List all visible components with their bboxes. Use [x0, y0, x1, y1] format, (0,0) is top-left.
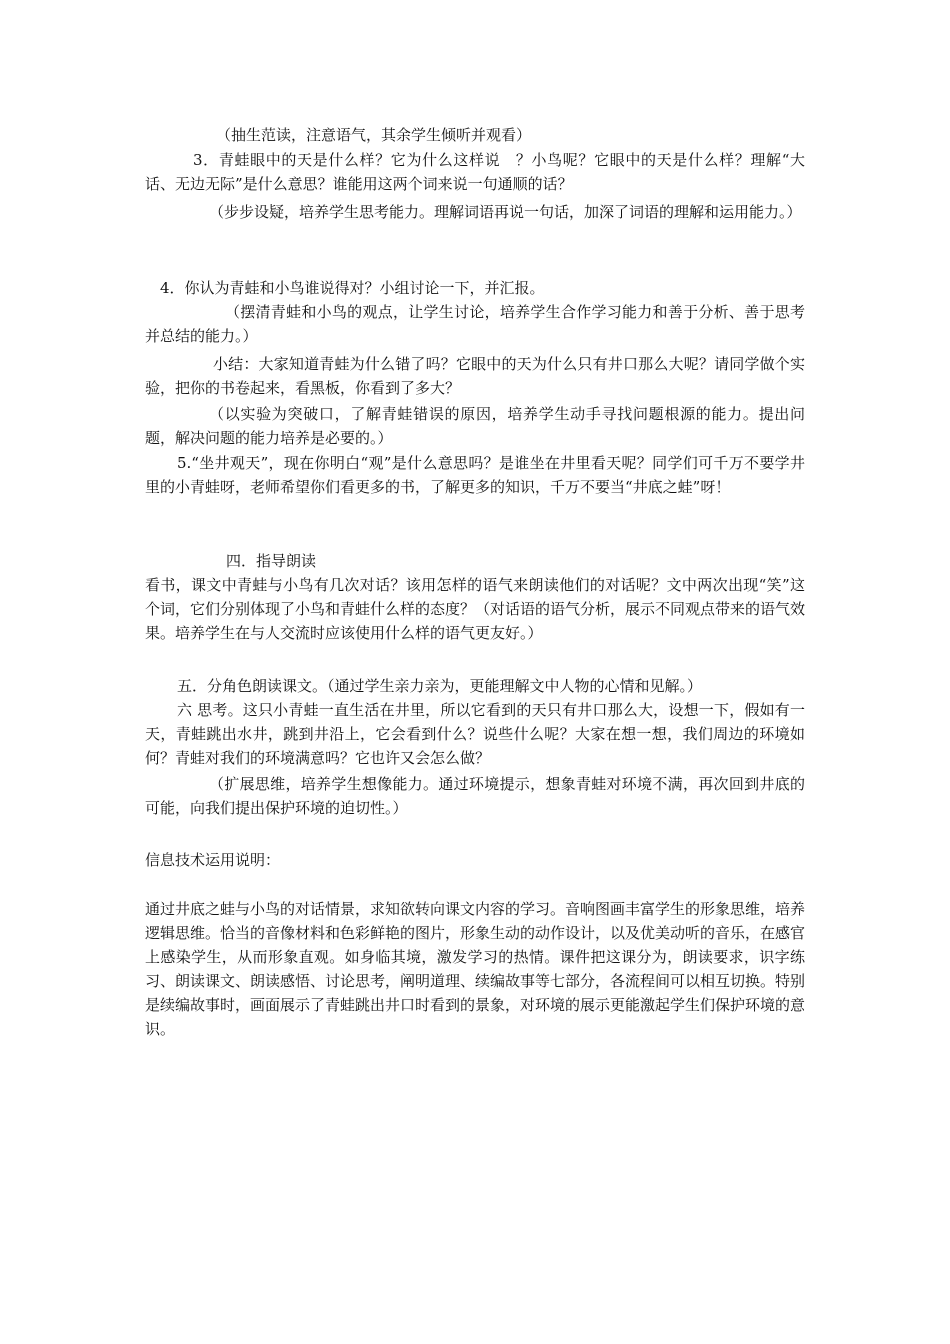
paragraph-question-3: 3．青蛙眼中的天是什么样？它为什么这样说 ？小鸟呢？它眼中的天是什么样？理解“大话、无边无际”是什么意思？谁能用这两个词来说一句通顺的话？ [145, 151, 805, 193]
section-heading-reading-guide: 四．指导朗读 [226, 552, 317, 570]
paragraph-note-experiment: （以实验为突破口，了解青蛙错误的原因，培养学生动手寻找问题根源的能力。提出问题，解决问题的能力培养是必要的。） [145, 405, 805, 447]
paragraph-question-5: 5.“坐井观天”，现在你明白“观”是什么意思吗？是谁坐在井里看天呢？同学们可千万不要学井里的小青蛙呀，老师希望你们看更多的书，了解更多的知识，千万不要当“井底之蛙”呀！ [145, 454, 805, 496]
paragraph-note-thinking: （扩展思维，培养学生想像能力。通过环境提示，想象青蛙对环境不满，再次回到井底的可能，向我们提出保护环境的迫切性。） [145, 775, 805, 817]
heading-it-usage: 信息技术运用说明： [145, 851, 281, 869]
paragraph-note-4: （摆清青蛙和小鸟的观点，让学生讨论，培养学生合作学习能力和善于分析、善于思考并总结的能力。） [145, 303, 805, 345]
paragraph-summary: 小结：大家知道青蛙为什么错了吗？它眼中的天为什么只有井口那么大呢？请同学做个实验，把你的书卷起来，看黑板，你看到了多大？ [145, 355, 805, 397]
section-thinking: 六 思考。这只小青蛙一直生活在井里，所以它看到的天只有井口那么大，设想一下，假如有一天，青蛙跳出水井，跳到井沿上，它会看到什么？说些什么呢？大家在想一想，我们周边的环境如何？青蛙对我们的环境满意吗？它也许又会怎么做？ [145, 701, 805, 767]
paragraph-sample-reading: （抽生范读，注意语气，其余学生倾听并观看） [216, 126, 532, 144]
section-role-reading: 五．分角色朗读课文。（通过学生亲力亲为，更能理解文中人物的心情和见解。） [177, 677, 703, 695]
paragraph-question-4: 4．你认为青蛙和小鸟谁说得对？小组讨论一下，并汇报。 [160, 279, 545, 297]
paragraph-reading-guide: 看书，课文中青蛙与小鸟有几次对话？该用怎样的语气来朗读他们的对话呢？文中两次出现“笑”这个词，它们分别体现了小鸟和青蛙什么样的态度？（对话语的语气分析，展示不同观点带来的语气效果。培养学生在与人交流时应该使用什么样的语气更友好。） [145, 576, 806, 642]
paragraph-it-usage: 通过井底之蛙与小鸟的对话情景，求知欲转向课文内容的学习。音响图画丰富学生的形象思维，培养逻辑思维。恰当的音像材料和色彩鲜艳的图片，形象生动的动作设计，以及优美动听的音乐，在感官上感染学生，从而形象直观。如身临其境，激发学习的热情。课件把这课分为，朗读要求，识字练习、朗读课文、朗读感悟、讨论思考，阐明道理、续编故事等七部分，各流程间可以相互切换。特别是续编故事时，画面展示了青蛙跳出井口时看到的景象，对环境的展示更能激起学生们保护环境的意识。 [145, 900, 806, 1038]
paragraph-note-3: （步步设疑，培养学生思考能力。理解词语再说一句话，加深了词语的理解和运用能力。） [209, 203, 802, 221]
